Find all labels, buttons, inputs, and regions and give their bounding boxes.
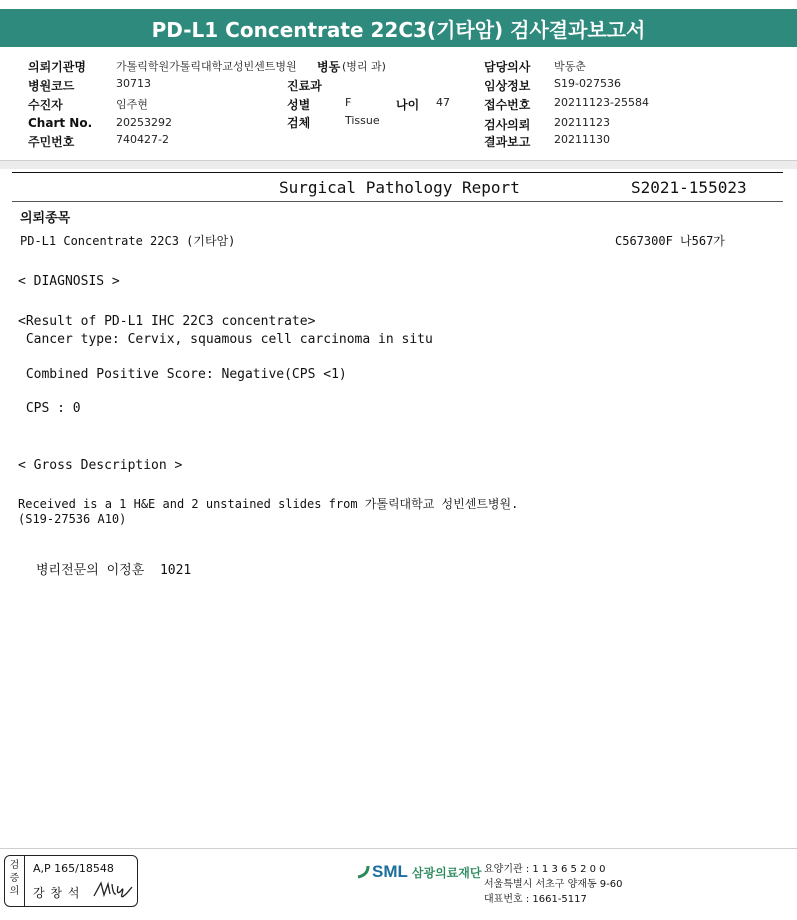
patient-info-header [0,52,797,156]
specimen-label: 검체 [287,116,311,130]
chart-no-label: Chart No. [28,116,93,130]
request-value: 20211123 [554,116,610,129]
report-heading-rule [12,201,783,202]
patient-label: 수진자 [28,98,63,112]
patient-value: 임주현 [116,98,148,111]
result-header: <Result of PD-L1 IHC 22C3 concentrate> [18,314,316,329]
logo-korean: 삼광의료재단 [411,865,482,880]
receipt-no-label: 접수번호 [484,98,531,112]
request-item-value: PD-L1 Concentrate 22C3 (기타암) [20,234,236,248]
sml-swoosh-icon [356,863,370,881]
ward-value: (병리 과) [342,60,386,73]
clinical-info-value: S19-027536 [554,77,621,90]
request-code: C567300F 나567가 [615,234,725,248]
chart-no-value: 20253292 [116,116,172,129]
hospital-code-label: 병원코드 [28,79,75,93]
age-label: 나이 [396,98,420,112]
footer-info-2: 서울특별시 서초구 양재동 9-60 [484,879,623,890]
footer-info-1: 요양기관 : 1 1 3 6 5 2 0 0 [484,864,606,875]
report-id: S2021-155023 [631,178,747,197]
footer-info [484,862,623,907]
logo-text: SML [372,862,408,881]
age-value: 47 [436,96,450,109]
receipt-no-value: 20211123-25584 [554,96,649,109]
cps-line: CPS : 0 [18,401,81,416]
stamp-line-1: A,P 165/18548 [33,862,114,875]
institution-label: 의뢰기관명 [28,60,86,74]
dept-label: 진료과 [287,79,322,93]
gross-line-2: (S19-27536 A10) [18,512,127,526]
institution-value: 가톨릭학원가톨릭대학교성빈센트병원 [116,60,297,73]
header-separator [0,160,797,169]
sml-logo [356,862,481,882]
resident-no-label: 주민번호 [28,135,75,149]
cps-score-line: Combined Positive Score: Negative(CPS <1) [18,367,347,382]
report-top-rule [12,172,783,173]
specimen-value: Tissue [345,114,380,127]
diagnosis-header: < DIAGNOSIS > [18,274,120,289]
doctor-value: 박동춘 [554,60,586,73]
result-value: 20211130 [554,133,610,146]
cancer-type-line: Cancer type: Cervix, squamous cell carcinoma in situ [18,332,433,347]
pathologist-line: 병리전문의 이정훈 1021 [36,563,192,578]
request-label: 검사의뢰 [484,118,531,132]
clinical-info-label: 임상정보 [484,79,531,93]
doctor-label: 담당의사 [484,60,531,74]
report-heading: Surgical Pathology Report [279,178,520,197]
sex-label: 성별 [287,98,311,112]
gross-line-1: Received is a 1 H&E and 2 unstained slides from 가톨릭대학교 성빈센트병원. [18,497,519,511]
stamp-side-label: 검 증 의 [5,856,25,906]
resident-no-value: 740427-2 [116,133,169,146]
footer-info-3: 대표번호 : 1661-5117 [484,894,587,905]
gross-header: < Gross Description > [18,458,183,473]
sex-value: F [345,96,352,109]
report-title: PD-L1 Concentrate 22C3(기타암) 검사결과보고서 [0,9,797,47]
request-item-label: 의뢰종목 [20,211,71,226]
verification-stamp [4,855,138,907]
ward-label: 병동 [317,60,341,74]
footer-separator [0,848,797,849]
stamp-line-2: 강 창 석 [33,886,81,900]
result-label: 결과보고 [484,135,531,149]
hospital-code-value: 30713 [116,77,151,90]
signature-icon [91,878,135,902]
